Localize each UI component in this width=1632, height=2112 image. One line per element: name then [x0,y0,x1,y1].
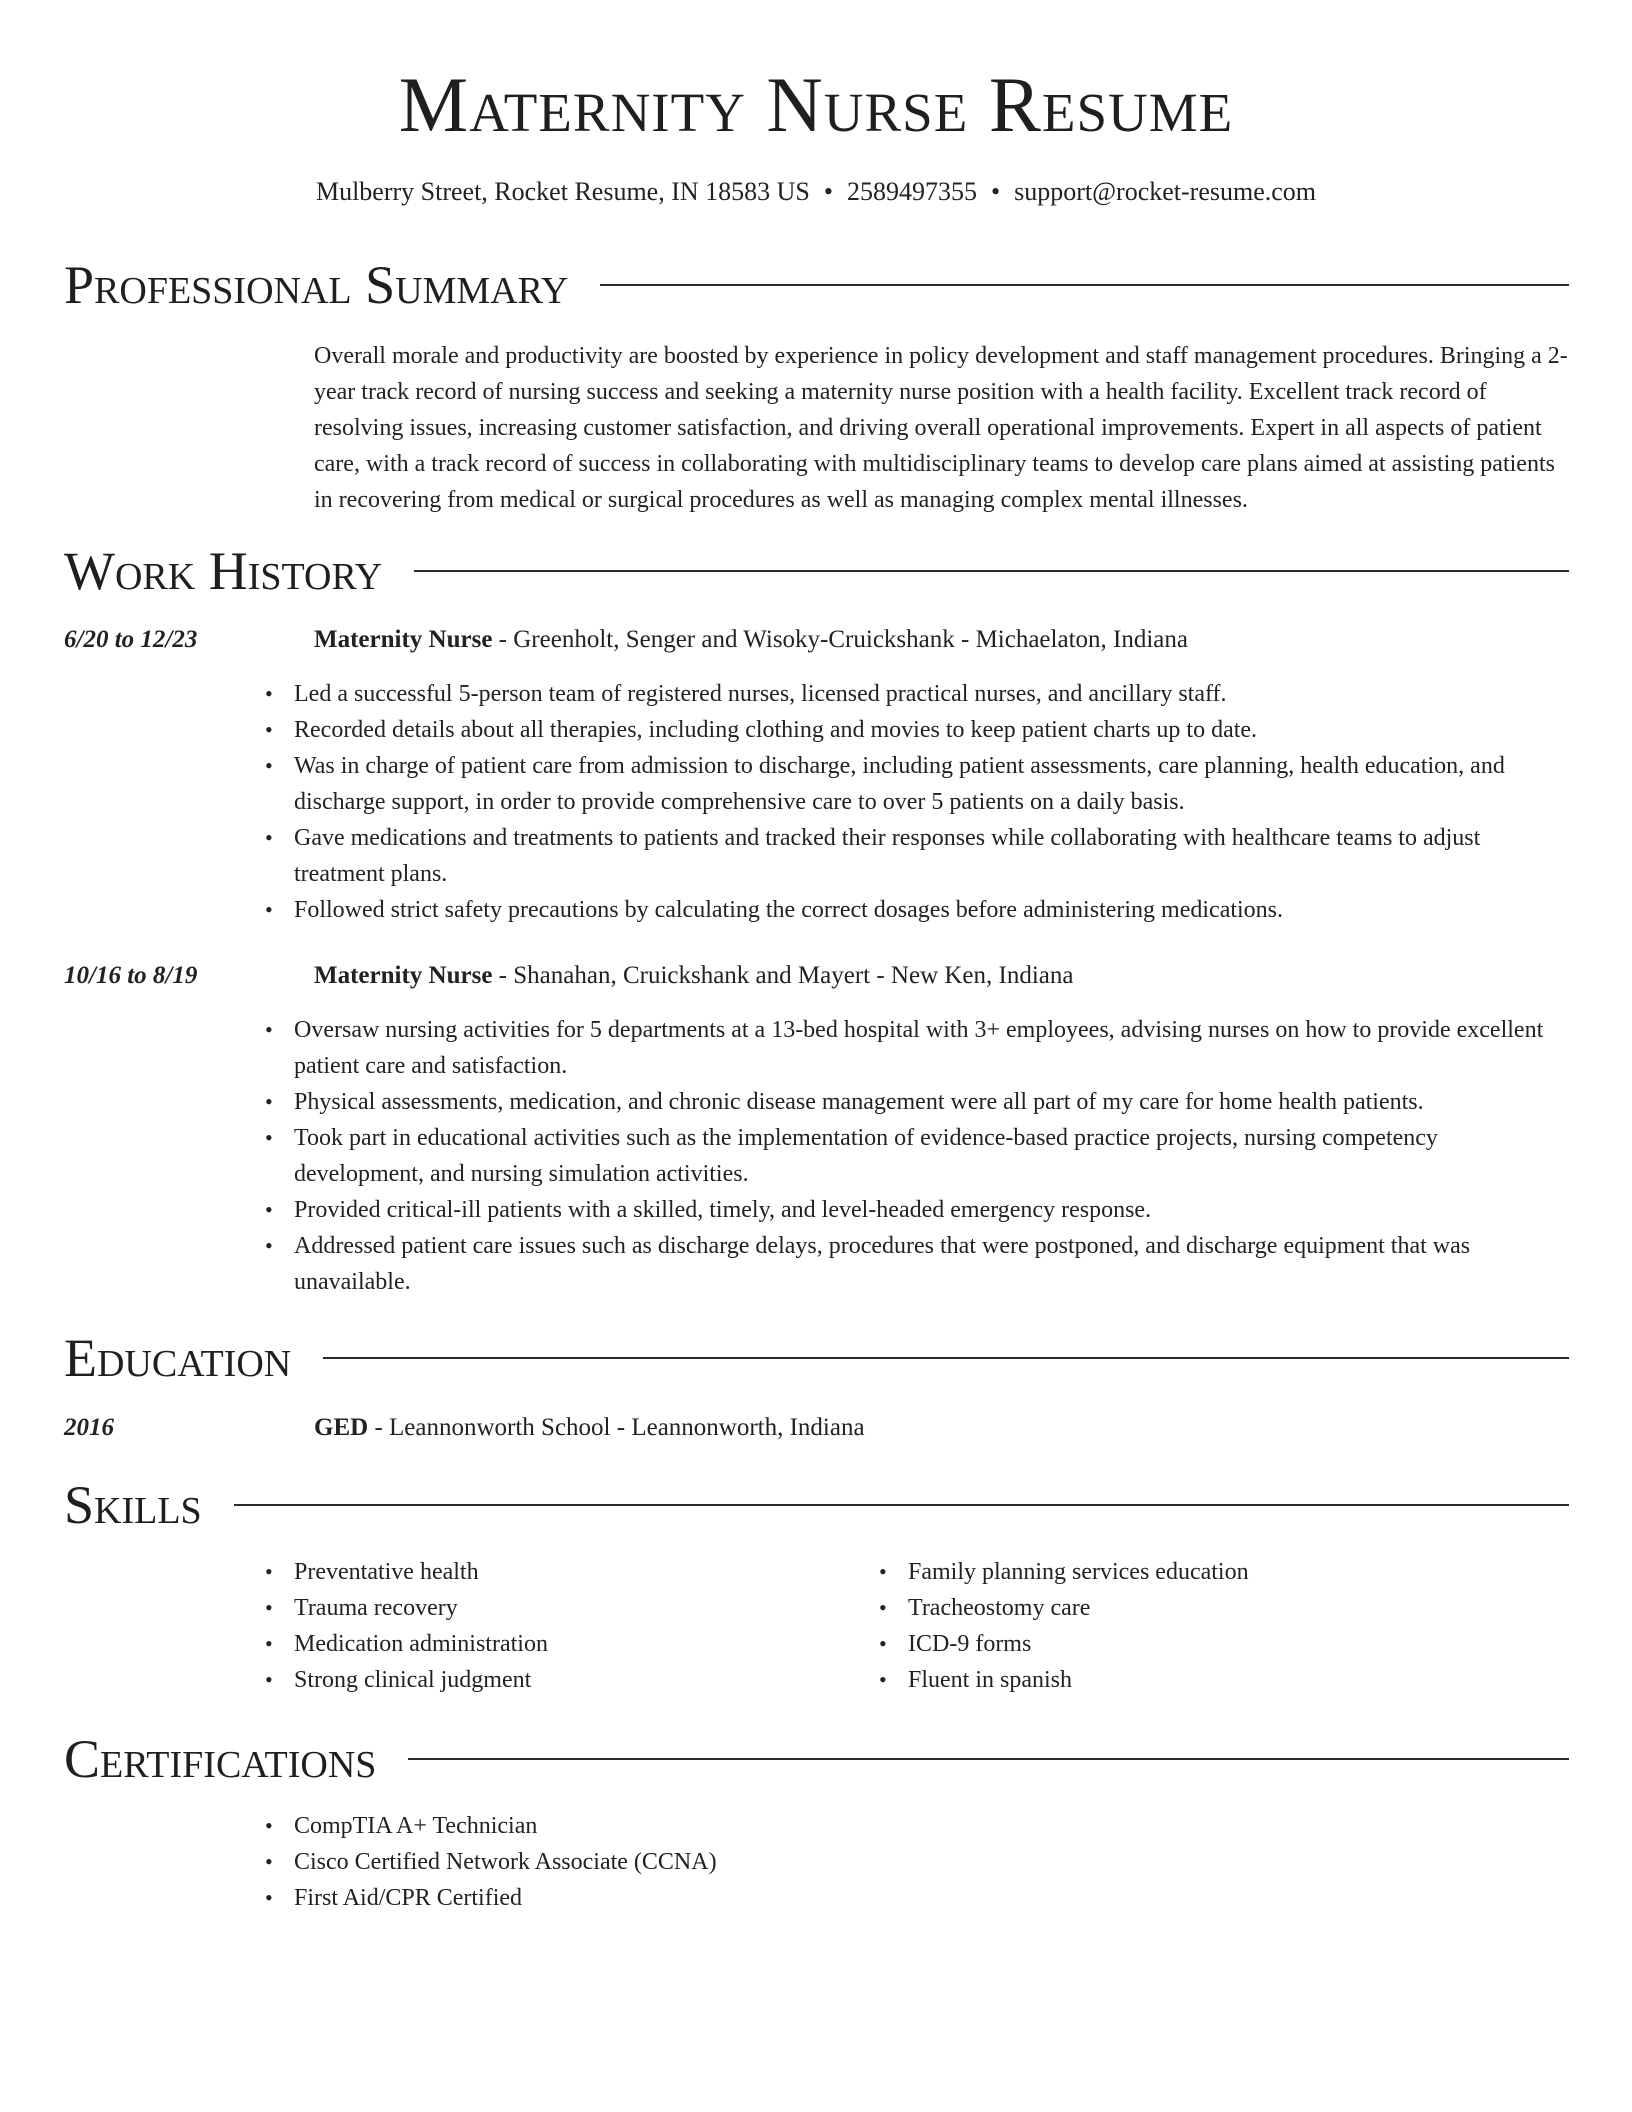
job-headline [314,958,1572,994]
contact-email: support@rocket-resume.com [1014,177,1317,206]
section-work-history [64,538,1569,604]
education-date: 2016 [64,1414,114,1441]
section-divider [600,284,1569,286]
section-divider [408,1758,1569,1760]
job-date: 10/16 to 8/19 [64,962,198,989]
list-item: • Led a successful 5-person team of registered nurses, licensed practical nurses, and ancillary staff. [294,676,1569,712]
section-education [64,1325,1569,1391]
section-divider [323,1357,1569,1359]
education-headline [314,1410,1572,1446]
list-item: • Provided critical-ill patients with a skilled, timely, and level-headed emergency response. [294,1192,1569,1228]
job-title: Maternity Nurse [314,962,493,989]
job-employer: - Shanahan, Cruickshank and Mayert - New Ken, Indiana [492,962,1074,989]
list-item: • Addressed patient care issues such as discharge delays, procedures that were postponed, and discharge equipment that was unavailable. [294,1228,1569,1300]
contact-phone: 2589497355 [847,177,977,206]
job-bullets [294,676,1569,928]
section-professional-summary [64,252,1569,318]
contact-separator: • [823,177,833,206]
section-divider [234,1504,1569,1506]
list-item: • Took part in educational activities such as the implementation of evidence-based practice projects, nursing competency development, and nursing simulation activities. [294,1120,1569,1192]
section-skills [64,1472,1569,1538]
contact-line [0,174,1632,210]
skills-list-right [908,1554,1632,1698]
section-title: Certifications [64,1729,377,1789]
skill-item: • Strong clinical judgment [294,1662,1569,1698]
section-divider [414,570,1569,572]
job-employer: - Greenholt, Senger and Wisoky-Cruickshank - Michaelaton, Indiana [492,626,1188,653]
list-item: • Was in charge of patient care from admission to discharge, including patient assessments, care planning, health education, and discharge support, in order to provide comprehensive care to over 5 patients on a daily basis. [294,748,1569,820]
job-date: 6/20 to 12/23 [64,626,198,653]
skill-item: • Trauma recovery [294,1590,1569,1626]
skill-item: • Fluent in spanish [908,1662,1632,1698]
job-headline [314,622,1572,658]
skill-item: • Tracheostomy care [908,1590,1632,1626]
contact-separator: • [991,177,1001,206]
section-title: Education [64,1328,292,1388]
job-bullets [294,1012,1569,1300]
summary-paragraph: Overall morale and productivity are boosted by experience in policy development and staff management procedures. Bringing a 2-year track record of nursing success and seeking a maternity nurse position with a health facility. Excellent track record of resolving issues, increasing customer satisfaction, and driving overall operational improvements. Expert in all aspects of patient care, with a track record of success in collaborating with multidisciplinary teams to develop care plans aimed at assisting patients in recovering from medical or surgical procedures as well as managing complex mental illnesses. [314,343,1568,513]
job-title: Maternity Nurse [314,626,493,653]
certification-item: • Cisco Certified Network Associate (CCNA) [294,1844,1569,1880]
list-item: • Physical assessments, medication, and chronic disease management were all part of my care for home health patients. [294,1084,1569,1120]
skill-item: • Family planning services education [908,1554,1632,1590]
list-item: • Oversaw nursing activities for 5 departments at a 13-bed hospital with 3+ employees, advising nurses on how to provide excellent patient care and satisfaction. [294,1012,1569,1084]
section-title: Work History [64,541,383,601]
skill-item: • Medication administration [294,1626,1569,1662]
skill-item: • ICD-9 forms [908,1626,1632,1662]
certifications-list [294,1808,1569,1916]
list-item: • Gave medications and treatments to patients and tracked their responses while collaborating with healthcare teams to adjust treatment plans. [294,820,1569,892]
contact-address: Mulberry Street, Rocket Resume, IN 18583 US [315,177,810,206]
skill-item: • Preventative health [294,1554,1569,1590]
section-certifications [64,1726,1569,1792]
education-school: - Leannonworth School - Leannonworth, Indiana [368,1414,865,1441]
list-item: • Followed strict safety precautions by calculating the correct dosages before administering medications. [294,892,1569,928]
certification-item: • First Aid/CPR Certified [294,1880,1569,1916]
resume-title: Maternity Nurse Resume [398,61,1234,148]
education-degree: GED [314,1414,369,1441]
certification-item: • CompTIA A+ Technician [294,1808,1569,1844]
section-title: Skills [64,1475,202,1535]
list-item: • Recorded details about all therapies, including clothing and movies to keep patient charts up to date. [294,712,1569,748]
section-title: Professional Summary [64,255,569,315]
